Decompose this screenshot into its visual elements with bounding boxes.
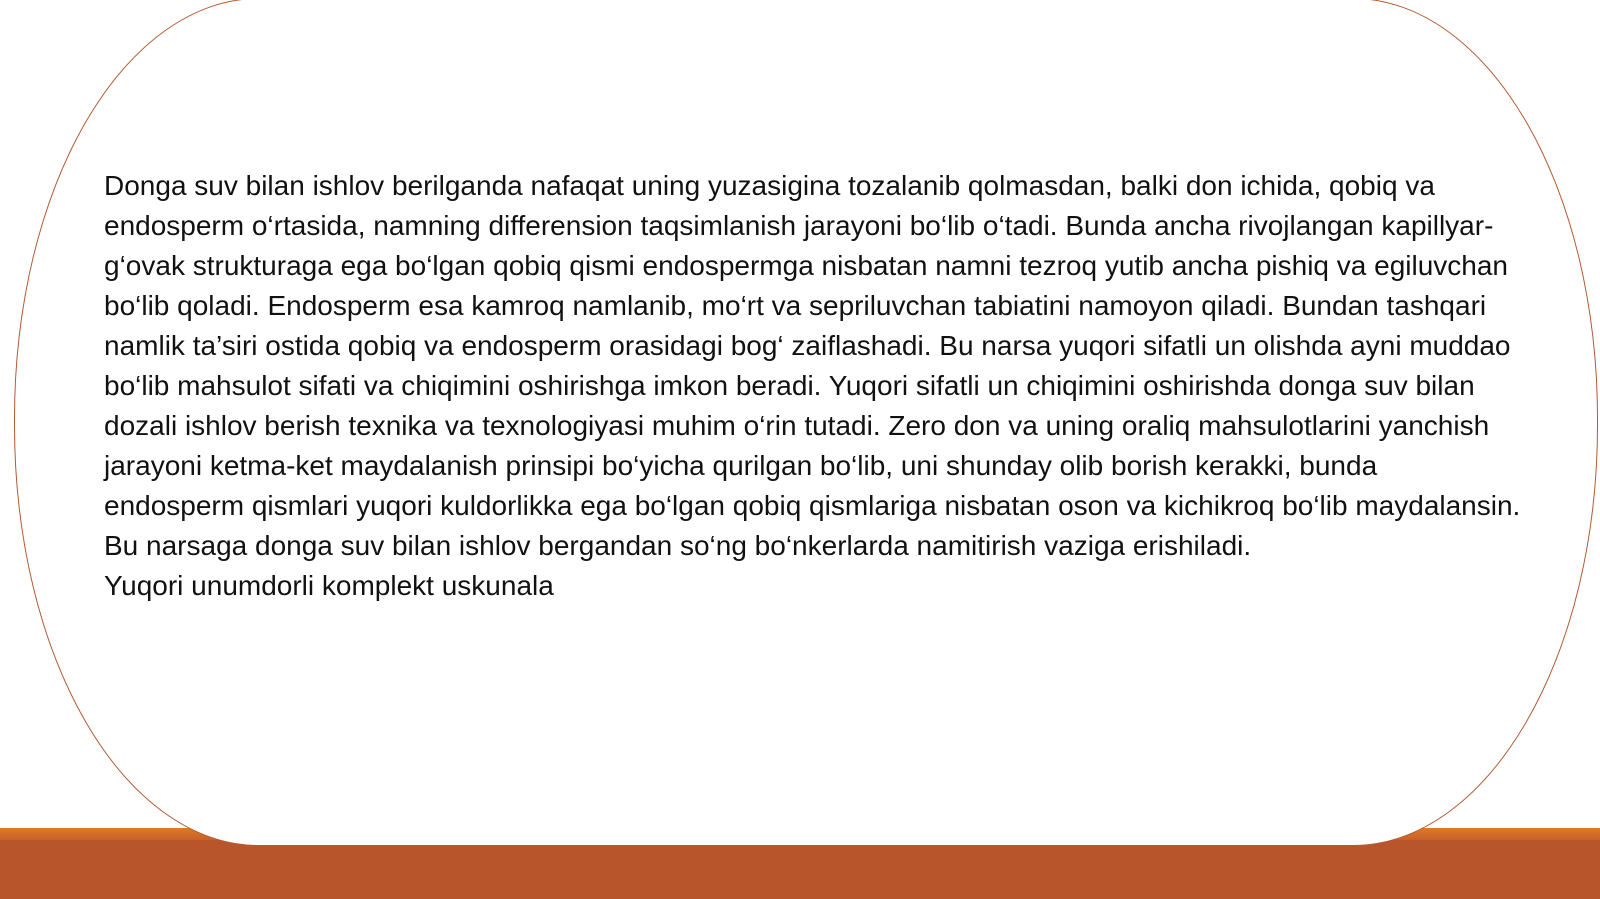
slide-body-text — [104, 166, 1524, 606]
body-paragraph-1: Donga suv bilan ishlov berilganda nafaqat uning yuzasigina tozalanib qolmasdan, balki don ichida, qobiq va endosperm o‘rtasida, namning differension taqsimlanish jarayoni bo‘lib o‘tadi. Bunda ancha rivojlangan kapillyar-g‘ovak strukturaga ega bo‘lgan qobiq qismi endospermga nisbatan namni tezroq yutib ancha pishiq va egiluvchan bo‘lib qoladi. Endosperm esa kamroq namlanib, mo‘rt va sepriluvchan tabiatini namoyon qiladi. Bundan tashqari namlik ta’siri ostida qobiq va endosperm orasidagi bog‘ zaiflashadi. Bu narsa yuqori sifatli un olishda ayni muddao bo‘lib mahsulot sifati va chiqimini oshirishga imkon beradi. Yuqori sifatli un chiqimini oshirishda donga suv bilan dozali ishlov berish texnika va texnologiyasi muhim o‘rin tutadi. Zero don va uning oraliq mahsulotlarini yanchish jarayoni ketma-ket maydalanish prinsipi bo‘yicha qurilgan bo‘lib, uni shunday olib borish kerakki, bunda endosperm qismlari yuqori kuldorlikka ega bo‘lgan qobiq qismlariga nisbatan oson va kichikroq bo‘lib maydalansin. Bu narsaga donga suv bilan ishlov bergandan so‘ng bo‘nkerlarda namitirish vaziga erishiladi. — [104, 170, 1521, 561]
body-paragraph-2: Yuqori unumdorli komplekt uskunala — [104, 570, 554, 601]
